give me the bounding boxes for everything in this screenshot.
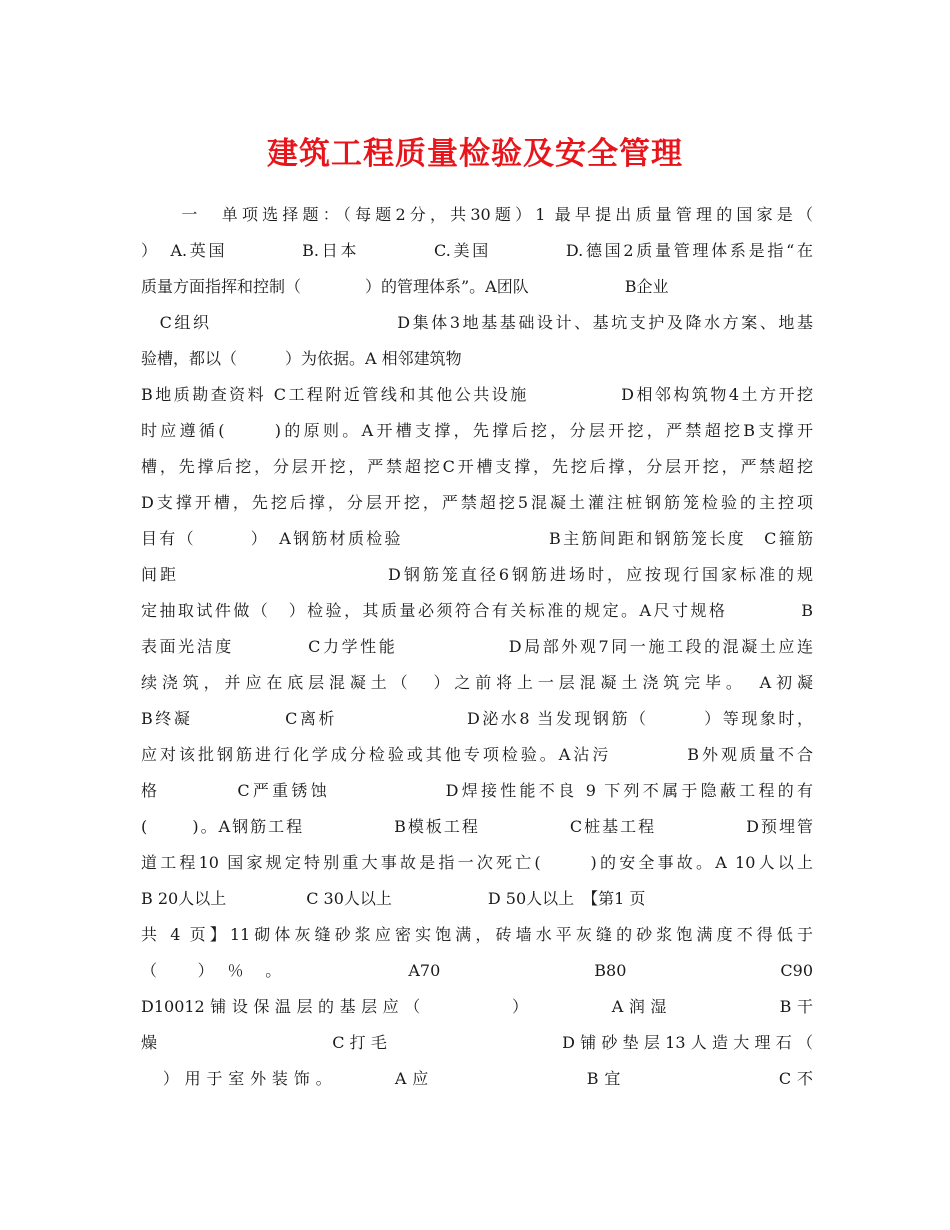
text-line: D10012铺设保温层的基层应（ ） A润湿 B干 xyxy=(141,997,813,1016)
document-title: 建筑工程质量检验及安全管理 xyxy=(267,136,683,172)
text-line: 目有（ ） A钢筋材质检验 B主筋间距和钢筋笼长度 C箍筋 xyxy=(141,529,813,548)
text-line: C组织 D集体3地基基础设计、基坑支护及降水方案、地基 xyxy=(141,313,813,332)
text-line: 质量方面指挥和控制（ ）的管理体系”。A团队 B企业 xyxy=(141,277,669,296)
text-line: ） A.英国 B.日本 C.美国 D.德国2质量管理体系是指“在 xyxy=(141,241,813,260)
text-line: 续浇筑，并应在底层混凝土（ ）之前将上一层混凝土浇筑完毕。 A初凝 xyxy=(141,673,813,692)
text-line: 应对该批钢筋进行化学成分检验或其他专项检验。A沾污 B外观质量不合 xyxy=(141,745,813,764)
text-line: 槽，先撑后挖，分层开挖，严禁超挖C开槽支撑，先挖后撑，分层开挖，严禁超挖 xyxy=(141,457,813,476)
text-line: ）用于室外装饰。 A应 B宜 C不 xyxy=(141,1069,813,1088)
text-line: （ ） ％ 。 A70 B80 C90 xyxy=(141,961,813,980)
text-line: 一 单项选择题：（每题2分，共30题）1 最早提出质量管理的国家是（ xyxy=(141,205,813,224)
text-line: 燥 C打毛 D铺砂垫层13人造大理石（ xyxy=(141,1033,813,1052)
text-line: B地质勘查资料 C工程附近管线和其他公共设施 D相邻构筑物4土方开挖 xyxy=(141,385,813,404)
text-line: 定抽取试件做（ ）检验，其质量必须符合有关标准的规定。A尺寸规格 B xyxy=(141,601,813,620)
text-line: 道工程10 国家规定特别重大事故是指一次死亡( )的安全事故。A 10人以上 xyxy=(141,853,813,872)
text-line: 时应遵循( )的原则。A开槽支撑，先撑后挖，分层开挖，严禁超挖B支撑开 xyxy=(141,421,813,440)
text-line: 表面光洁度 C力学性能 D局部外观7同一施工段的混凝土应连 xyxy=(141,637,813,656)
text-line: D支撑开槽，先挖后撑，分层开挖，严禁超挖5混凝土灌注桩钢筋笼检验的主控项 xyxy=(141,493,813,512)
text-line: B 20人以上 C 30人以上 D 50人以上 【第1 页 xyxy=(141,889,646,908)
text-line: ( )。A钢筋工程 B模板工程 C桩基工程 D预埋管 xyxy=(141,817,813,836)
text-line: 格 C严重锈蚀 D焊接性能不良 9 下列不属于隐蔽工程的有 xyxy=(141,781,813,800)
text-line: 间距 D钢筋笼直径6钢筋进场时，应按现行国家标准的规 xyxy=(141,565,813,584)
text-line: 共 4 页】11砌体灰缝砂浆应密实饱满，砖墙水平灰缝的砂浆饱满度不得低于 xyxy=(141,925,813,944)
text-line: B终凝 C离析 D泌水8 当发现钢筋（ ）等现象时， xyxy=(141,709,813,728)
text-line: 验槽，都以（ ）为依据。A 相邻建筑物 xyxy=(141,349,462,368)
